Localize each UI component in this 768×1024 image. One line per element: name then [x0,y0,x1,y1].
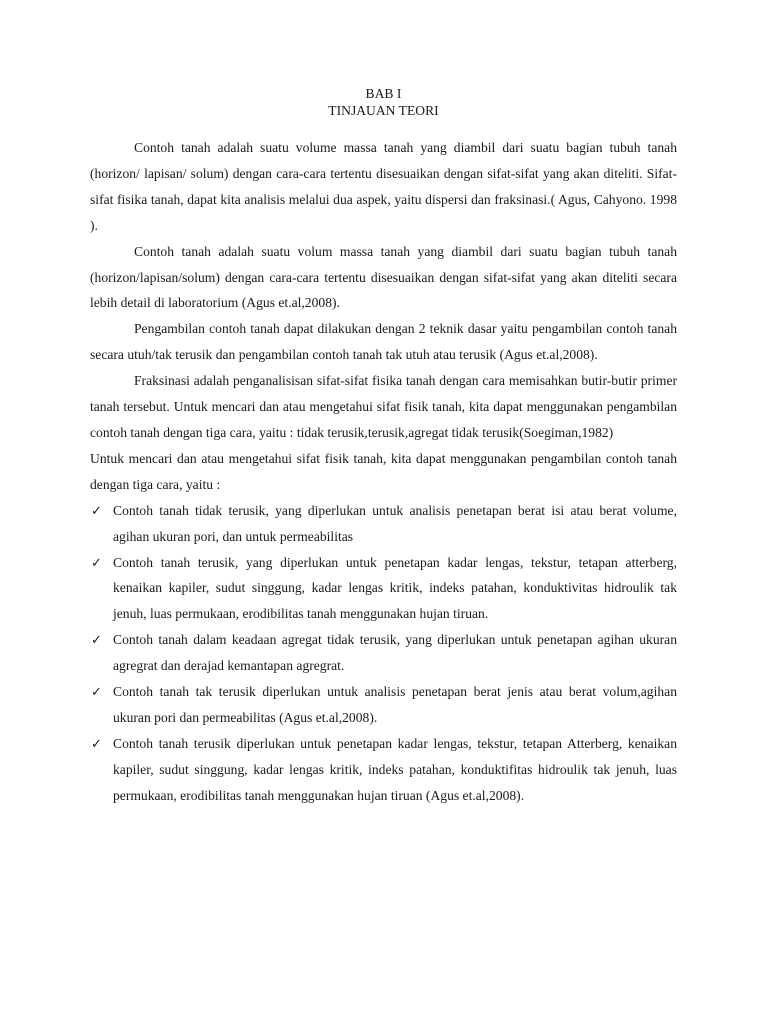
list-item [90,550,677,628]
chapter-number: BAB I [365,86,402,101]
checkmark-icon: ✓ [91,685,102,701]
list-item [90,498,677,550]
paragraph: Contoh tanah adalah suatu volume massa tanah yang diambil dari suatu bagian tubuh tanah (horizon/ lapisan/ solum) dengan cara-cara tertentu disesuaikan dengan sifat-sifat yang akan diteliti. Sifat-sifat fisika tanah, dapat kita analisis melalui dua aspek, yaitu dispersi dan fraksinasi.( Agus, Cahyono. 1998 ). [90,140,677,233]
list-item [90,627,677,679]
checkmark-icon: ✓ [91,736,102,752]
checkmark-icon: ✓ [91,555,102,571]
checkmark-icon: ✓ [91,503,102,519]
page-content [90,85,677,809]
list-item-text: Contoh tanah tak terusik diperlukan untuk analisis penetapan berat jenis atau berat volum,agihan ukuran pori dan permeabilitas (Agus et.al,2008). [113,684,677,725]
list-item-text: Contoh tanah dalam keadaan agregat tidak terusik, yang diperlukan untuk penetapan agihan ukuran agregrat dan derajad kemantapan agregrat. [113,632,677,674]
list-item-text: Contoh tanah terusik, yang diperlukan untuk penetapan kadar lengas, tekstur, tetapan atterberg, kenaikan kapiler, sudut singgung, kadar lengas kritik, indeks patahan, konduktivitas hidroulik tak jenuh, luas permukaan, erodibilitas tanah menggunakan hujan tiruan. [113,554,677,622]
list-intro: Untuk mencari dan atau mengetahui sifat fisik tanah, kita dapat menggunakan pengambilan contoh tanah dengan tiga cara, yaitu : [90,450,677,492]
paragraph: Fraksinasi adalah penganalisisan sifat-sifat fisika tanah dengan cara memisahkan butir-butir primer tanah tersebut. Untuk mencari dan atau mengetahui sifat fisik tanah, kita dapat menggunakan pengambilan contoh tanah dengan tiga cara, yaitu : tidak terusik,terusik,agregat tidak terusik(Soegiman,1982) [90,373,677,440]
checkmark-icon: ✓ [91,633,102,649]
paragraph: Pengambilan contoh tanah dapat dilakukan dengan 2 teknik dasar yaitu pengambilan contoh tanah secara utuh/tak terusik dan pengambilan contoh tanah tak utuh atau terusik (Agus et.al,2008). [90,321,677,363]
list-item-text: Contoh tanah terusik diperlukan untuk penetapan kadar lengas, tekstur, tetapan Atterberg, kenaikan kapiler, sudut singgung, kadar lengas kritik, indeks patahan, konduktifitas hidroulik tak jenuh, luas permukaan, erodibilitas tanah menggunakan hujan tiruan (Agus et.al,2008). [113,735,677,803]
list-item [90,679,677,731]
chapter-title: TINJAUAN TEORI [328,103,439,118]
checklist [90,498,677,809]
paragraph: Contoh tanah adalah suatu volum massa tanah yang diambil dari suatu bagian tubuh tanah (horizon/lapisan/solum) dengan cara-cara tertentu disesuaikan dengan sifat-sifat yang akan diteliti secara lebih detail di laboratorium (Agus et.al,2008). [90,243,677,311]
list-item-text: Contoh tanah tidak terusik, yang diperlukan untuk analisis penetapan berat isi atau berat volume, agihan ukuran pori, dan untuk permeabilitas [113,502,677,544]
list-item [90,731,677,809]
body-text [90,135,677,809]
